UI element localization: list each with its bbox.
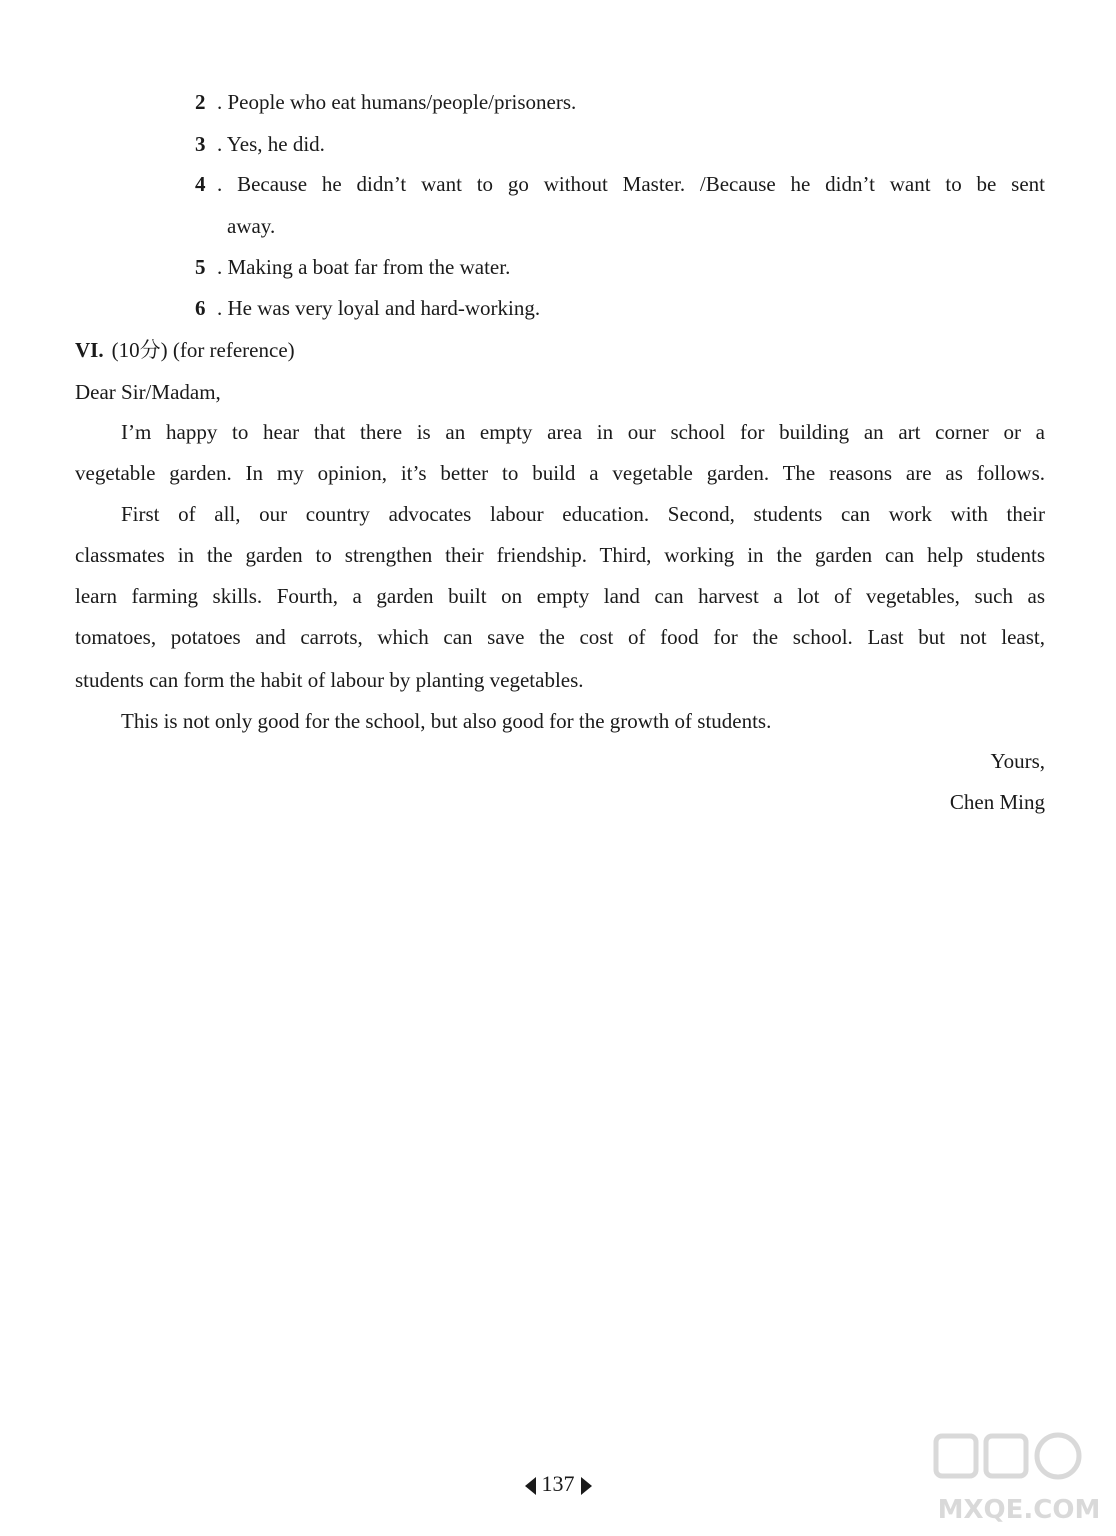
left-triangle-icon bbox=[525, 1477, 536, 1495]
section-heading bbox=[75, 336, 295, 364]
watermark-logo bbox=[930, 1430, 1108, 1530]
paragraph-line: tomatoes, potatoes and carrots, which can save the cost of food for the school. Last but not least, bbox=[75, 625, 1045, 649]
answer-item bbox=[195, 253, 510, 281]
paragraph-line: First of all, our country advocates labour education. Second, students can work with their bbox=[121, 502, 1045, 526]
answer-number: 2 bbox=[195, 90, 206, 114]
letter-paragraph-3: This is not only good for the school, but also good for the growth of students. bbox=[121, 709, 772, 733]
answer-text: . Making a boat far from the water. bbox=[217, 255, 511, 279]
svg-text:MXQE.COM: MXQE.COM bbox=[937, 1495, 1101, 1525]
letter-closing: Yours, bbox=[990, 749, 1045, 773]
answer-item bbox=[195, 88, 576, 116]
answer-text: . Yes, he did. bbox=[217, 132, 325, 156]
answer-text: . Because he didn’t want to go without Master. /Because he didn’t want to be sent bbox=[217, 172, 1045, 196]
answer-number: 3 bbox=[195, 132, 206, 156]
answer-continuation: away. bbox=[227, 214, 276, 238]
paragraph-line: I’m happy to hear that there is an empty area in our school for building an art corner or a bbox=[121, 420, 1045, 444]
answer-item bbox=[195, 294, 540, 322]
answer-number: 5 bbox=[195, 255, 206, 279]
paragraph-line: learn farming skills. Fourth, a garden built on empty land can harvest a lot of vegetables, such as bbox=[75, 584, 1045, 608]
paragraph-line: classmates in the garden to strengthen their friendship. Third, working in the garden can help students bbox=[75, 543, 1045, 567]
watermark-icon bbox=[930, 1430, 1108, 1530]
paragraph-line: students can form the habit of labour by planting vegetables. bbox=[75, 668, 584, 692]
letter-signature: Chen Ming bbox=[949, 790, 1045, 814]
answer-item bbox=[195, 170, 1045, 198]
paragraph-line: vegetable garden. In my opinion, it’s better to build a vegetable garden. The reasons are as follows. bbox=[75, 461, 1045, 485]
right-triangle-icon bbox=[581, 1477, 592, 1495]
answer-number: 6 bbox=[195, 296, 206, 320]
section-number: VI. bbox=[75, 338, 104, 362]
section-label: (10分) (for reference) bbox=[111, 338, 295, 362]
page-number: 137 bbox=[541, 1471, 575, 1496]
answer-text: . People who eat humans/people/prisoners. bbox=[217, 90, 577, 114]
letter-greeting: Dear Sir/Madam, bbox=[75, 380, 221, 404]
answer-number: 4 bbox=[195, 172, 206, 196]
answer-text: . He was very loyal and hard-working. bbox=[217, 296, 541, 320]
answer-item bbox=[195, 130, 325, 158]
